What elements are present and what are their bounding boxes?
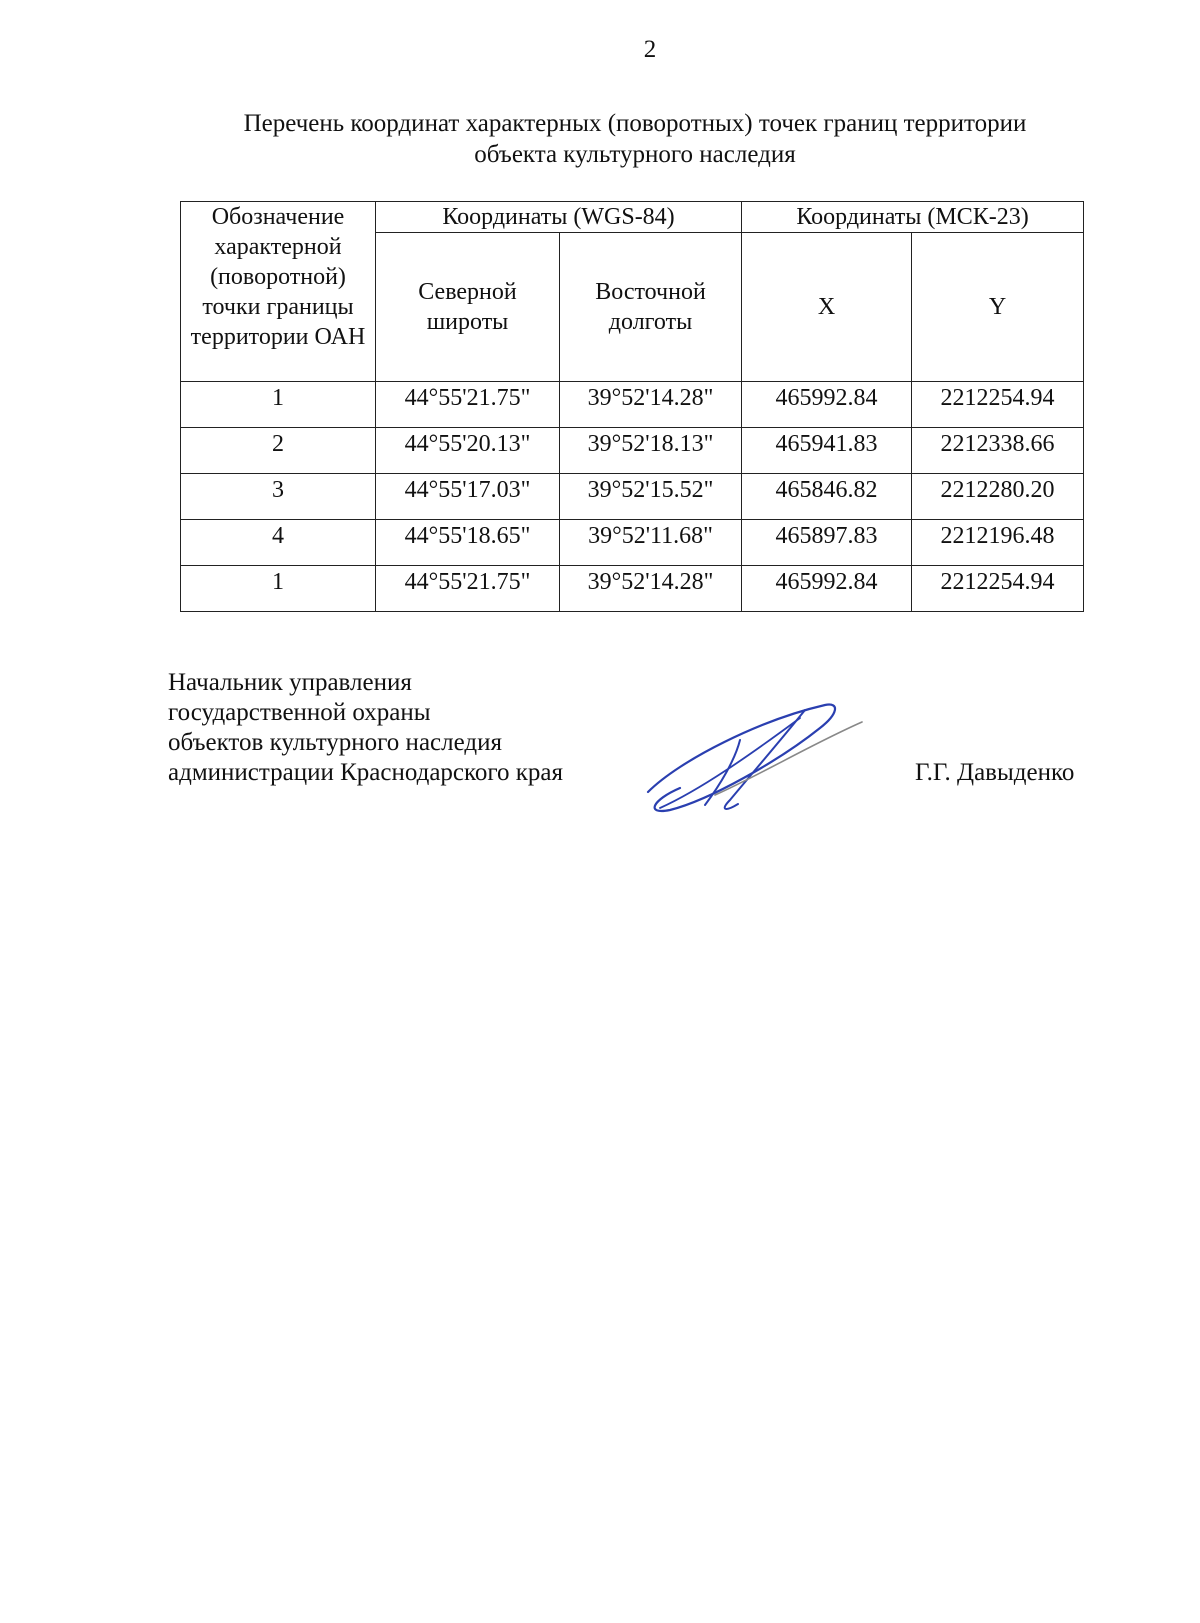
table-row (181, 474, 1084, 520)
cell-north: 44°55'21.75" (376, 382, 560, 428)
cell-east: 39°52'14.28" (560, 566, 742, 612)
header-north-latitude: Северной широты (376, 233, 560, 382)
cell-point: 3 (181, 474, 376, 520)
handwritten-signature (640, 700, 880, 830)
signer-name: Г.Г. Давыденко (915, 759, 1075, 786)
cell-y: 2212196.48 (912, 520, 1084, 566)
table-row (181, 428, 1084, 474)
header-designation: Обозначение характерной (поворотной) точки границы территории ОАН (181, 202, 376, 382)
cell-east: 39°52'14.28" (560, 382, 742, 428)
signatory-position (168, 668, 563, 788)
cell-point: 1 (181, 566, 376, 612)
header-east-longitude: Восточной долготы (560, 233, 742, 382)
document-title (170, 108, 1100, 170)
cell-y: 2212280.20 (912, 474, 1084, 520)
cell-north: 44°55'17.03" (376, 474, 560, 520)
cell-north: 44°55'20.13" (376, 428, 560, 474)
cell-x: 465897.83 (742, 520, 912, 566)
position-line-2: государственной охраны (168, 699, 431, 726)
cell-east: 39°52'15.52" (560, 474, 742, 520)
cell-point: 1 (181, 382, 376, 428)
cell-x: 465992.84 (742, 566, 912, 612)
table-row (181, 520, 1084, 566)
position-line-3: объектов культурного наследия (168, 729, 502, 756)
document-title-line-1: Перечень координат характерных (поворотных) точек границ территории (243, 110, 1027, 137)
signature-stroke (715, 722, 862, 795)
cell-east: 39°52'18.13" (560, 428, 742, 474)
cell-north: 44°55'21.75" (376, 566, 560, 612)
cell-y: 2212254.94 (912, 382, 1084, 428)
cell-point: 2 (181, 428, 376, 474)
table-row (181, 382, 1084, 428)
coordinates-table (180, 201, 1084, 612)
cell-x: 465992.84 (742, 382, 912, 428)
page-number: 2 (643, 36, 657, 63)
table-row (181, 566, 1084, 612)
cell-x: 465846.82 (742, 474, 912, 520)
header-group-wgs84: Координаты (WGS-84) (376, 202, 742, 233)
cell-north: 44°55'18.65" (376, 520, 560, 566)
cell-x: 465941.83 (742, 428, 912, 474)
position-line-1: Начальник управления (168, 669, 412, 696)
cell-east: 39°52'11.68" (560, 520, 742, 566)
cell-y: 2212338.66 (912, 428, 1084, 474)
cell-point: 4 (181, 520, 376, 566)
position-line-4: администрации Краснодарского края (168, 759, 564, 786)
header-group-msk23: Координаты (МСК-23) (742, 202, 1084, 233)
cell-y: 2212254.94 (912, 566, 1084, 612)
signature-stroke (648, 705, 835, 811)
header-x: X (742, 233, 912, 382)
document-title-line-2: объекта культурного наследия (474, 141, 796, 168)
header-y: Y (912, 233, 1084, 382)
